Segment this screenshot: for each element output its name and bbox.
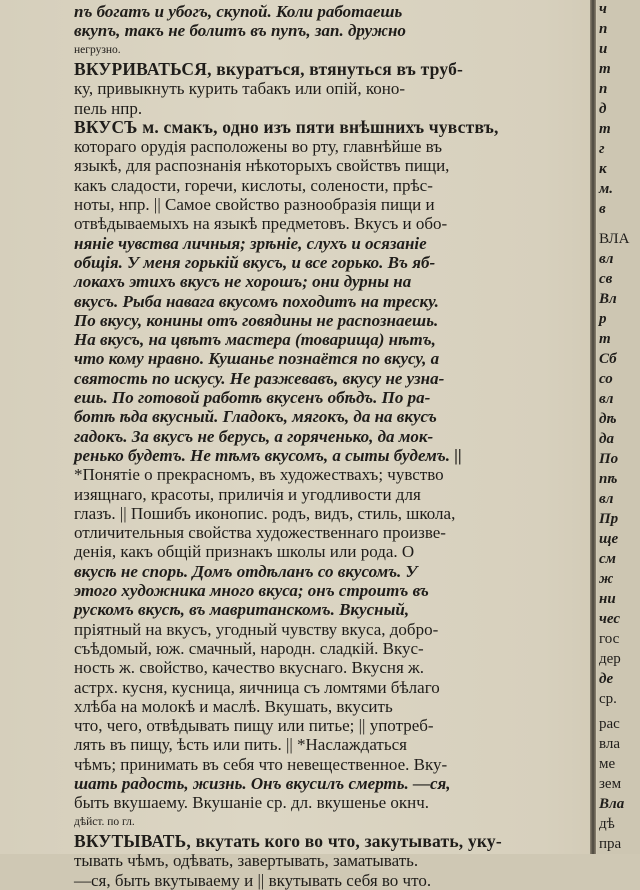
text-line: ку, привыкнуть курить табакъ или опій, коно- xyxy=(74,79,405,99)
text-line: ноты, нпр. || Самое свойство разнообразія пищи и xyxy=(74,195,435,214)
edge-fragment: ж xyxy=(599,571,614,587)
edge-fragment: т xyxy=(599,331,611,347)
text-line: По вкусу, конины отъ говядины не распознаешь. xyxy=(74,310,439,330)
edge-fragment: рас xyxy=(599,716,620,732)
edge-fragment: гос xyxy=(599,631,620,647)
edge-fragment: Вла xyxy=(599,796,625,812)
edge-fragment: вл xyxy=(599,251,614,267)
text-line: что кому нравно. Кушанье познаётся по вкусу, а xyxy=(74,349,440,369)
text-line: пъ богатъ и убогъ, скупой. Коли работаешь xyxy=(74,2,403,21)
text-line: этого художника много вкуса; онъ строитъ въ xyxy=(74,581,429,600)
text-line: съѣдомый, юж. смачный, народн. сладкій. Вкус- xyxy=(74,638,424,658)
text-line: ВКУСЪ м. смакъ, одно изъ пяти внѣшнихъ чувствъ, xyxy=(74,116,499,137)
text-line: чѣмъ; принимать въ себя что невещественное. Вку- xyxy=(74,754,448,774)
edge-fragment: ще xyxy=(599,531,619,547)
text-line: дѣйст. по гл. xyxy=(74,815,135,828)
text-line: святость по искусу. Не разжевавъ, вкусу не узна- xyxy=(74,368,445,388)
edge-fragment: Сб xyxy=(599,351,617,367)
text-line: что, чего, отвѣдывать пищу или питье; || употреб- xyxy=(74,716,434,736)
text-line: лять въ пищу, ѣсть или пить. || *Наслаждаться xyxy=(74,735,407,755)
edge-fragment: г xyxy=(599,141,605,157)
text-line: ВКУТЫВАТЬ, вкутать кого во что, закутывать, уку- xyxy=(74,830,502,851)
text-line: общія. У меня горькій вкусъ, и все горько. Въ яб- xyxy=(74,252,436,272)
text-line: рускомъ вкусѣ, въ мавританскомъ. Вкусный, xyxy=(74,600,410,620)
text-line: ренько будетъ. Не тѣмъ вкусомъ, а сыты будемъ. || xyxy=(74,445,462,465)
edge-fragment: ч xyxy=(599,1,607,17)
text-line: вкусъ. Рыба навага вкусомъ походитъ на треску. xyxy=(74,291,439,311)
edge-fragment: к xyxy=(599,161,607,177)
main-column xyxy=(74,0,588,890)
text-line: негрузно. xyxy=(74,43,121,56)
text-line: гадокъ. За вкусъ не берусь, а горяченько, да мок- xyxy=(74,426,434,446)
text-line: денія, какъ общій признакъ школы или рода. О xyxy=(74,542,415,562)
text-line: ботѣ ѣда вкусный. Гладокъ, мягокъ, да на вкусъ xyxy=(74,407,437,427)
edge-fragment: Вл xyxy=(599,291,617,307)
text-line: отличительныя свойства художественнаго произве- xyxy=(74,523,446,543)
edge-fragment: дер xyxy=(599,651,621,667)
edge-fragment: зем xyxy=(599,776,622,792)
edge-fragment: дѣ xyxy=(599,816,615,832)
text-line: локахъ этихъ вкусъ не хорошъ; они дурны на xyxy=(74,272,412,292)
edge-fragment: пѣ xyxy=(599,471,618,487)
edge-fragment: ме xyxy=(599,756,616,772)
edge-fragment: св xyxy=(599,271,613,287)
edge-fragment: вл xyxy=(599,391,614,407)
edge-fragment: п xyxy=(599,81,608,97)
edge-fragment: р xyxy=(599,311,607,327)
text-line: быть вкушаему. Вкушаніе ср. дл. вкушенье окнч. xyxy=(74,793,430,813)
edge-fragment: и xyxy=(599,41,608,57)
edge-fragment: м. xyxy=(599,181,614,197)
text-line: ешь. По готовой работѣ вкусенъ обѣдъ. По ра- xyxy=(74,388,431,407)
edge-fragment: вла xyxy=(599,736,621,752)
edge-fragment: Пр xyxy=(599,511,619,527)
edge-fragment: т xyxy=(599,61,611,77)
edge-fragment: см xyxy=(599,551,616,567)
text-line: *Понятіе о прекрасномъ, въ художествахъ; чувство xyxy=(74,465,444,485)
edge-fragment: дѣ xyxy=(599,411,617,427)
text-line: тывать чѣмъ, одѣвать, завертывать, заматывать. xyxy=(74,851,419,871)
text-line: ВКУРИВАТЬСЯ, вкуратъся, втянуться въ труб- xyxy=(74,58,464,79)
edge-fragment: ВЛА xyxy=(599,231,630,247)
text-line: изящнаго, красоты, приличія и угодливости для xyxy=(74,484,421,504)
edge-fragment: вл xyxy=(599,491,614,507)
book-gutter xyxy=(590,0,596,854)
edge-fragment: со xyxy=(599,371,613,387)
text-line: вкупъ, такъ не болитъ въ пупъ, зап. дружно xyxy=(74,21,406,41)
edge-fragment: чес xyxy=(599,611,620,627)
edge-fragment: ср. xyxy=(599,691,617,707)
text-line: пріятный на вкусъ, угодный чувству вкуса, добро- xyxy=(74,619,439,639)
text-line: пель нпр. xyxy=(74,98,143,118)
edge-fragment: По xyxy=(599,451,619,467)
text-line: глазъ. || Пошибъ иконопис. родъ, видъ, стиль, школа, xyxy=(74,503,456,523)
text-line: —ся, быть вкутываему и || вкутывать себя во что. xyxy=(74,870,432,890)
text-line: шать радость, жизнь. Онъ вкусилъ смерть. —ся, xyxy=(74,774,451,793)
edge-fragment: пра xyxy=(599,836,622,852)
text-line: хлѣба на молокѣ и маслѣ. Вкушать, вкусить xyxy=(74,696,393,716)
text-line: языкѣ, для распознанія нѣкоторыхъ свойствъ пищи, xyxy=(74,156,450,176)
text-line: няніе чувства личныя; зрѣніе, слухъ и осязаніе xyxy=(74,233,427,253)
edge-fragment: д xyxy=(599,101,607,117)
edge-fragment: де xyxy=(599,671,614,687)
text-line: На вкусъ, на цвѣтъ мастера (товарища) нѣтъ, xyxy=(74,330,436,350)
edge-fragment: да xyxy=(599,431,614,447)
edge-fragment: п xyxy=(599,21,608,37)
adjacent-page-fragment xyxy=(597,0,640,854)
edge-fragment: ни xyxy=(599,591,616,607)
text-line: отвѣдываемыхъ на языкѣ предметовъ. Вкусъ и обо- xyxy=(74,214,448,234)
edge-fragment: т xyxy=(599,121,611,137)
text-line: какъ сладости, горечи, кислоты, солености, прѣс- xyxy=(74,175,433,195)
text-line: котораго орудія расположены во рту, главнѣйше въ xyxy=(74,137,443,157)
edge-fragment: в xyxy=(599,201,606,217)
text-line: астрх. кусня, кусница, яичница съ ломтями бѣлаго xyxy=(74,677,440,697)
text-line: вкусѣ не спорь. Домъ отдѣланъ со вкусомъ. У xyxy=(74,561,418,581)
text-line: ность ж. свойство, качество вкуснаго. Вкусня ж. xyxy=(74,658,425,678)
